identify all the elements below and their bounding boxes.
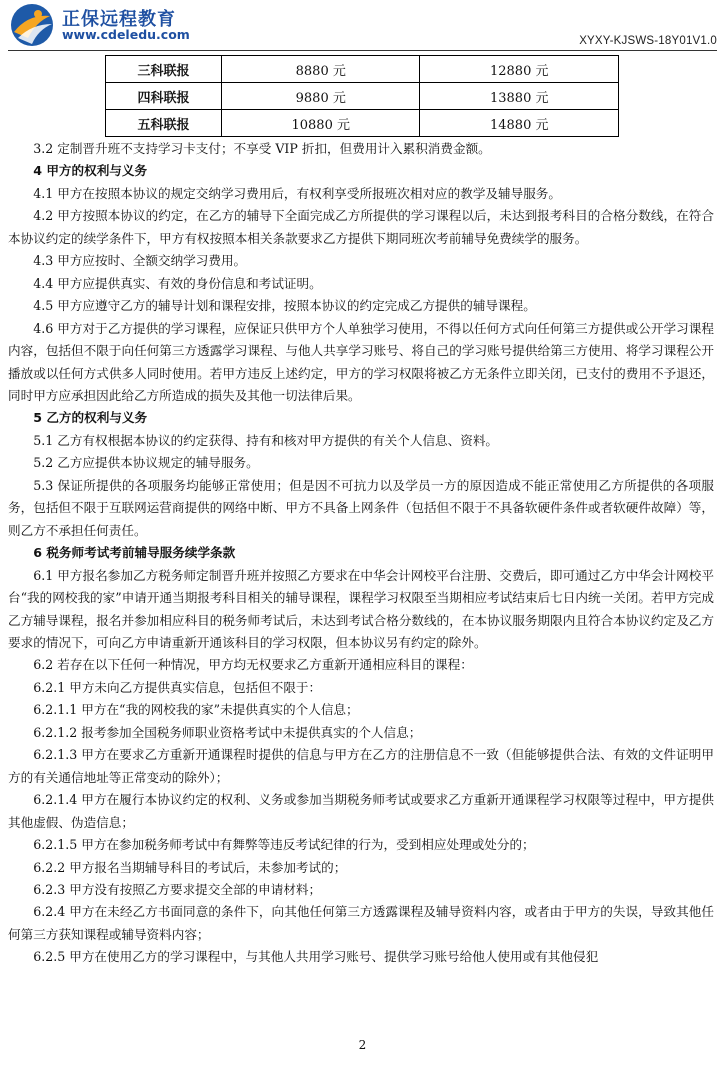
page-number: 2: [358, 1038, 367, 1052]
paragraph-6-2-5: 6.2.5 甲方在使用乙方的学习课程中，与其他人共用学习账号、提供学习账号给他人使用或有其他侵犯: [33, 949, 599, 965]
paragraph-6-2-1-2: 6.2.1.2 报考参加全国税务师职业资格考试中未提供真实的个人信息；: [33, 724, 422, 740]
paragraph-6-1: 6.1 甲方报名参加乙方税务师定制晋升班并按照乙方要求在中华会计网校平台注册、交费后，即可通过乙方中华会计网校平台“我的网校我的家”申请开通当期报考科目相关的辅导课程，课程学习权限至当期相应考试结束后七日内统一关闭。若甲方完成乙方辅导课程，报名并参加相应科目的税务师考试后，未达到考试合格分数线的，在本协议服务期限内且符合本协议约定及乙方要求的情况下，可向乙方申请重新开通该科目的学习权限，但本协议另有约定的除外。: [8, 567, 714, 650]
section-heading-6: 6 税务师考试考前辅导服务续学条款: [33, 545, 236, 561]
paragraph-4-5: 4.5 甲方应遵守乙方的辅导计划和课程安排，按照本协议的约定完成乙方提供的辅导课程。: [33, 298, 536, 314]
brand-logo-icon: [8, 2, 56, 48]
document-code: XYXY-KJSWS-18Y01V1.0: [579, 35, 717, 47]
section-heading-4: 4 甲方的权利与义务: [33, 163, 148, 179]
section-heading-5: 5 乙方的权利与义务: [33, 410, 148, 426]
paragraph-4-3: 4.3 甲方应按时、全额交纳学习费用。: [33, 253, 247, 269]
page-header: [0, 0, 725, 50]
paragraph-6-2: 6.2 若存在以下任何一种情况，甲方均无权要求乙方重新开通相应科目的课程：: [33, 657, 473, 673]
price-table: [105, 55, 619, 137]
table-cell: 12880 元: [420, 56, 619, 83]
table-cell: 14880 元: [420, 110, 619, 137]
brand-name: 正保远程教育: [62, 9, 176, 30]
paragraph-6-2-1-3: 6.2.1.3 甲方在要求乙方重新开通课程时提供的信息与甲方在乙方的注册信息不一致（但能够提供合法、有效的文件证明甲方的有关通信地址等正常变动的除外）；: [8, 747, 714, 785]
table-cell: 9880 元: [222, 83, 420, 110]
document-body: [8, 138, 714, 969]
paragraph-6-2-1-4: 6.2.1.4 甲方在履行本协议约定的权利、义务或参加当期税务师考试或要求乙方重新开通课程学习权限等过程中，甲方提供其他虚假、伪造信息；: [8, 792, 714, 830]
paragraph-3-2: 3.2 定制晋升班不支持学习卡支付；不享受 VIP 折扣，但费用计入累积消费金额。: [33, 141, 491, 156]
paragraph-5-1: 5.1 乙方有权根据本协议的约定获得、持有和核对甲方提供的有关个人信息、资料。: [33, 432, 499, 448]
paragraph-5-2: 5.2 乙方应提供本协议规定的辅导服务。: [33, 455, 259, 471]
paragraph-6-2-1: 6.2.1 甲方未向乙方提供真实信息，包括但不限于：: [33, 679, 322, 695]
table-cell-label: 四科联报: [106, 83, 222, 110]
table-cell: 13880 元: [420, 83, 619, 110]
brand-url: www.cdeledu.com: [62, 27, 190, 42]
header-divider: [8, 50, 717, 51]
table-cell: 10880 元: [222, 110, 420, 137]
table-cell-label: 五科联报: [106, 110, 222, 137]
paragraph-4-6: 4.6 甲方对于乙方提供的学习课程，应保证只供甲方个人单独学习使用，不得以任何方式向任何第三方提供或公开学习课程内容，包括但不限于向任何第三方透露学习课程、与他人共享学习账号、将自己的学习账号提供给第三方使用、将学习课程公开播放或以任何方式供多人同时使用。若甲方违反上述约定，甲方的学习权限将被乙方无条件立即关闭，已支付的费用不予退还，同时甲方应承担因此给乙方所造成的损失及其他一切法律后果。: [8, 320, 714, 403]
table-row: [106, 110, 619, 137]
paragraph-4-1: 4.1 甲方在按照本协议的规定交纳学习费用后，有权利享受所报班次相对应的教学及辅导服务。: [33, 185, 561, 201]
table-cell: 8880 元: [222, 56, 420, 83]
table-cell-label: 三科联报: [106, 56, 222, 83]
table-row: [106, 56, 619, 83]
table-row: [106, 83, 619, 110]
paragraph-4-2: 4.2 甲方按照本协议的约定，在乙方的辅导下全面完成乙方所提供的学习课程以后，未达到报考科目的合格分数线，在符合本协议约定的续学条件下，甲方有权按照本相关条款要求乙方提供下期同班次考前辅导免费续学的服务。: [8, 208, 714, 246]
paragraph-6-2-1-1: 6.2.1.1 甲方在“我的网校我的家”未提供真实的个人信息；: [33, 702, 359, 718]
paragraph-5-3: 5.3 保证所提供的各项服务均能够正常使用；但是因不可抗力以及学员一方的原因造成不能正常使用乙方所提供的各项服务，包括但不限于互联网运营商提供的网络中断、甲方不具备上网条件（包括但不限于不具备软硬件条件或者软硬件故障）等，则乙方不承担任何责任。: [8, 477, 714, 538]
paragraph-6-2-3: 6.2.3 甲方没有按照乙方要求提交全部的申请材料；: [33, 881, 322, 897]
paragraph-4-4: 4.4 甲方应提供真实、有效的身份信息和考试证明。: [33, 275, 322, 291]
paragraph-6-2-2: 6.2.2 甲方报名当期辅导科目的考试后，未参加考试的；: [33, 859, 347, 875]
paragraph-6-2-4: 6.2.4 甲方在未经乙方书面同意的条件下，向其他任何第三方透露课程及辅导资料内容，或者由于甲方的失误，导致其他任何第三方获知课程或辅导资料内容；: [8, 904, 714, 942]
paragraph-6-2-1-5: 6.2.1.5 甲方在参加税务师考试中有舞弊等违反考试纪律的行为，受到相应处理或处分的；: [33, 837, 535, 853]
